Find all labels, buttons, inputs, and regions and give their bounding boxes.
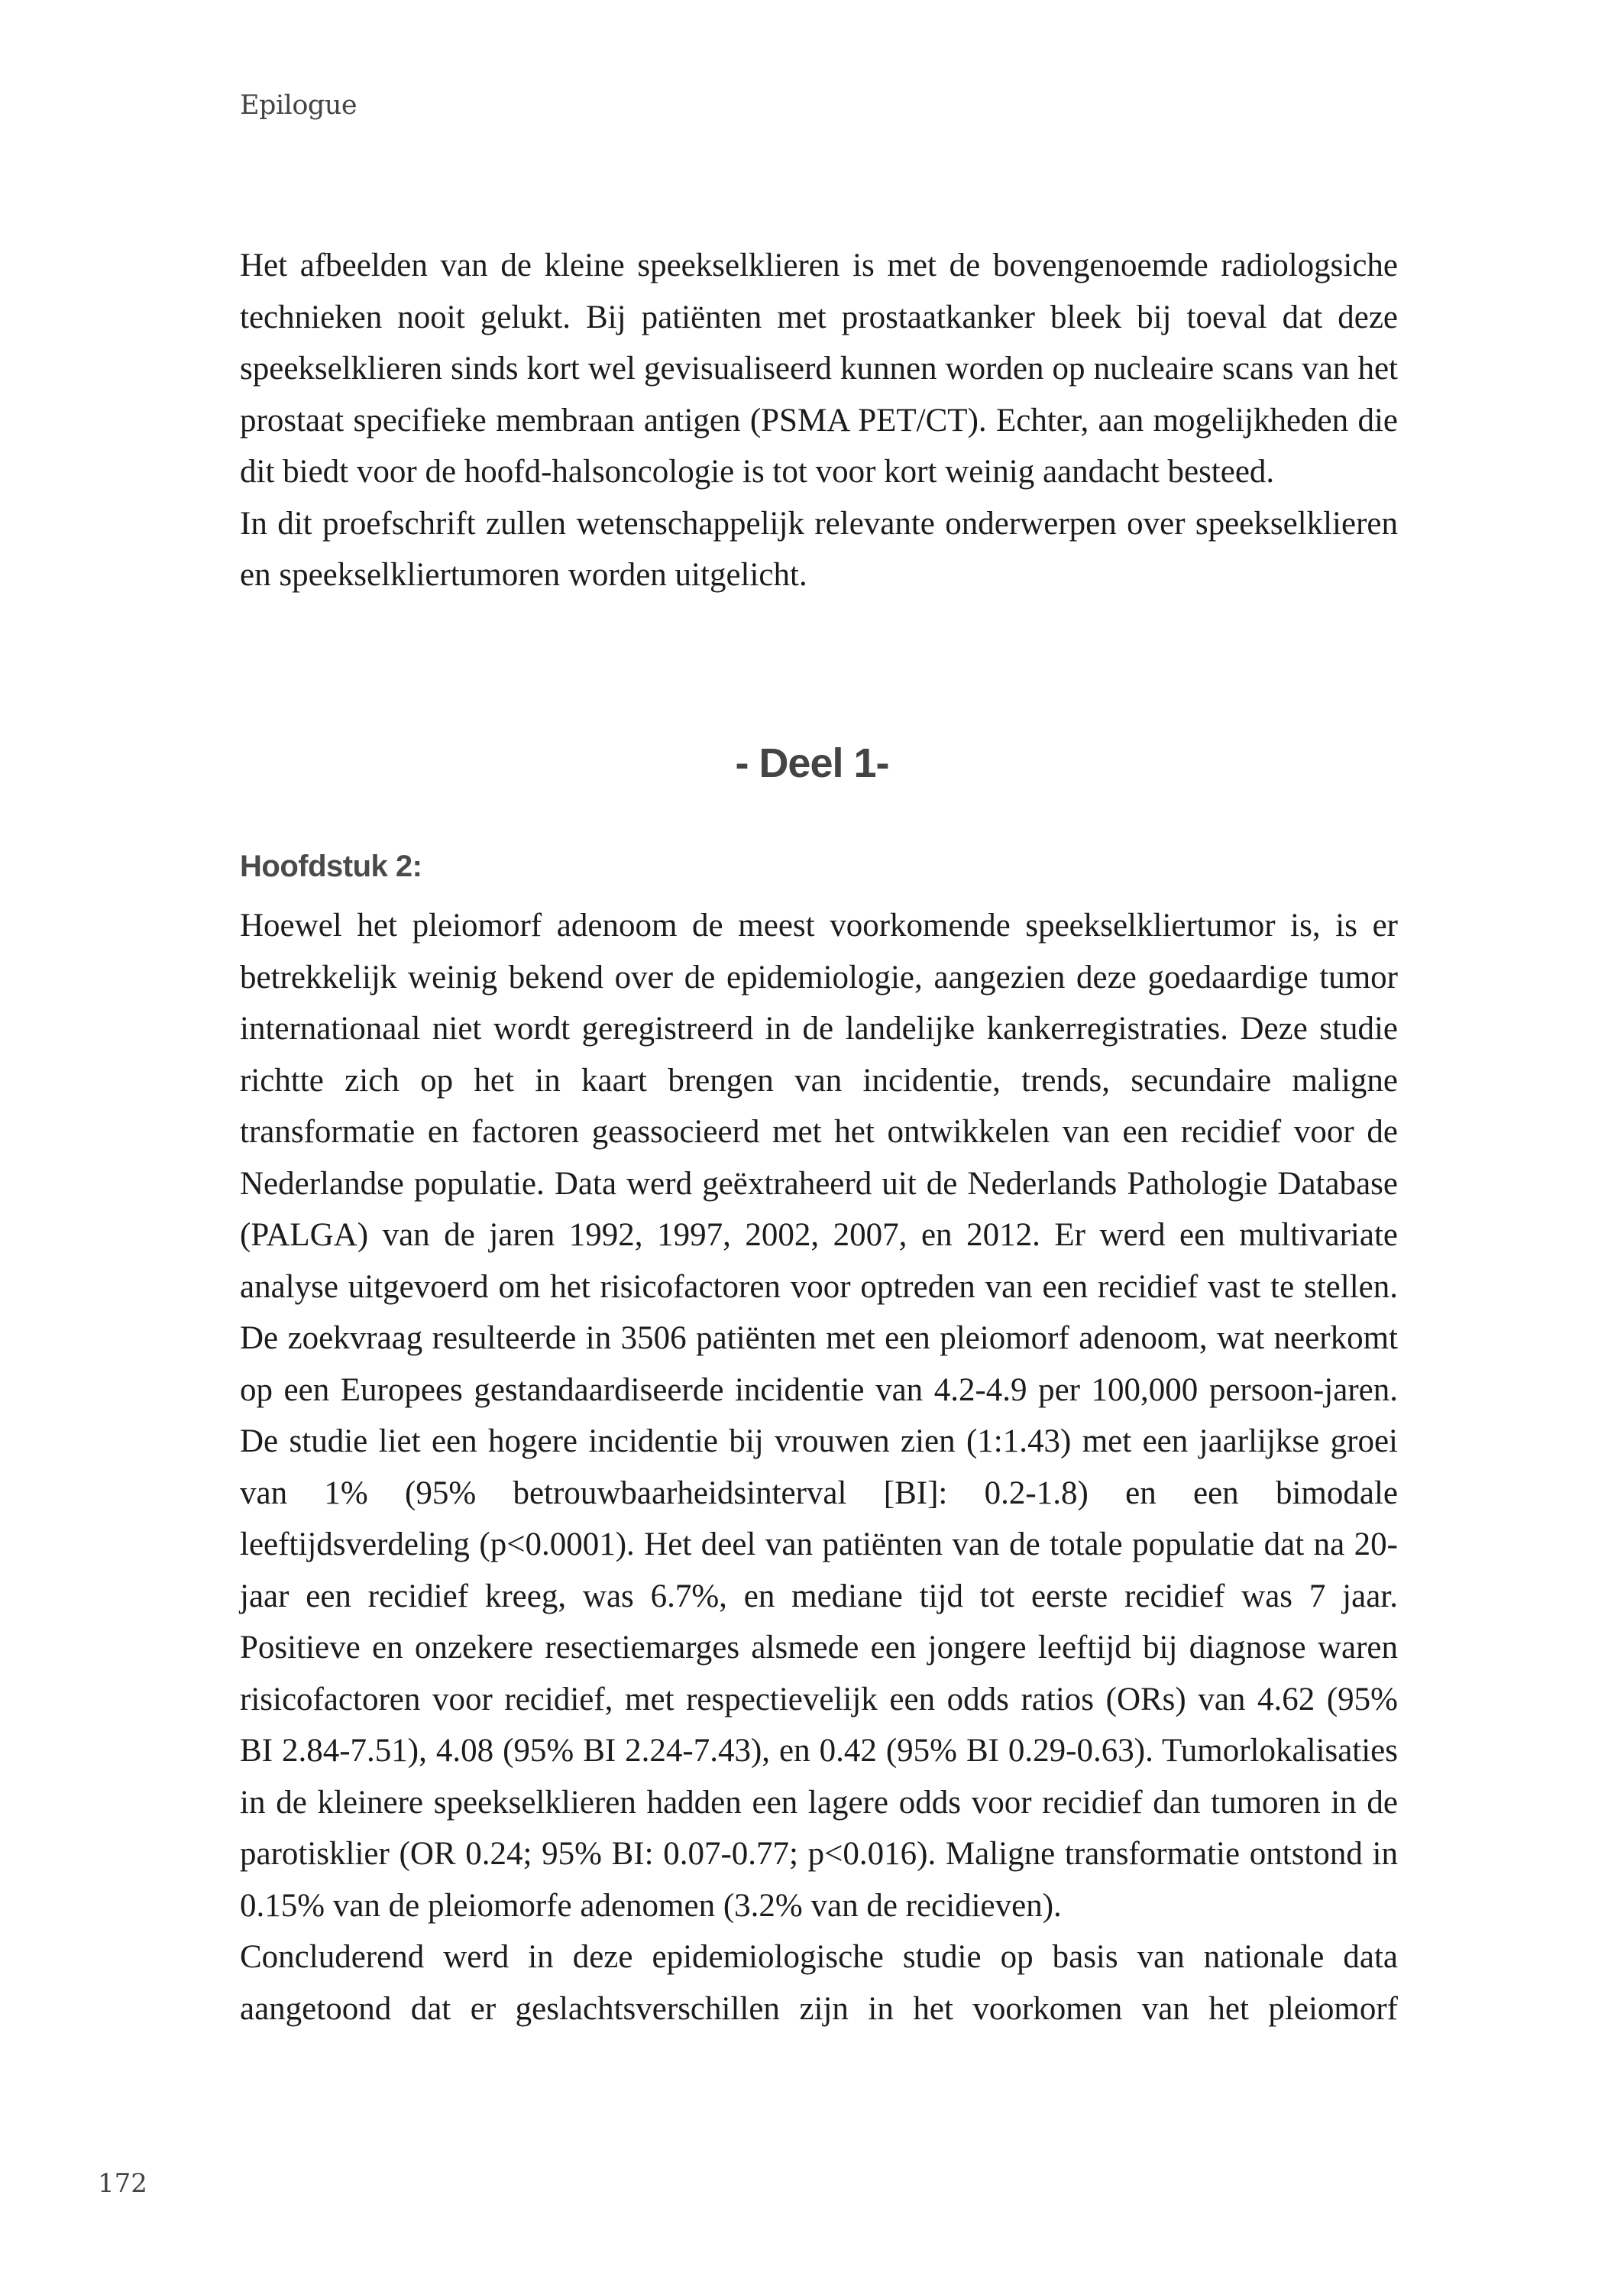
- page-number: 172: [98, 2168, 147, 2199]
- intro-paragraph: In dit proefschrift zullen wetenschappelijk relevante onderwerpen over speekselklieren en speekselkliertumoren worden uitgelicht.: [240, 505, 1398, 593]
- chapter-paragraph: Concluderend werd in deze epidemiologische studie op basis van nationale data aangetoond dat er geslachtsverschillen zijn in het voorkomen van het pleiomorf: [240, 1939, 1398, 2027]
- section-title: - Deel 1-: [735, 740, 889, 786]
- chapter-heading: Hoofdstuk 2:: [240, 850, 422, 883]
- intro-text-block: [240, 240, 1398, 601]
- intro-paragraph: Het afbeelden van de kleine speekselklieren is met de bovengenoemde radiologsiche technieken nooit gelukt. Bij patiënten met prostaatkanker bleek bij toeval dat deze speekselklieren sinds kort wel gevisualiseerd kunnen worden op nucleaire scans van het prostaat specifieke membraan antigen (PSMA PET/CT). Echter, aan mogelijkheden die dit biedt voor de hoofd-halsoncologie is tot voor kort weinig aandacht besteed.: [240, 248, 1398, 490]
- chapter-paragraph: Hoewel het pleiomorf adenoom de meest voorkomende speekselkliertumor is, is er betrekkelijk weinig bekend over de epidemiologie, aangezien deze goedaardige tumor internationaal niet wordt geregistreerd in de landelijke kankerregistraties. Deze studie richtte zich op het in kaart brengen van incidentie, trends, secundaire maligne transformatie en factoren geassocieerd met het ontwikkelen van een recidief voor de Nederlandse populatie. Data werd geëxtraheerd uit de Nederlands Pathologie Database (PALGA) van de jaren 1992, 1997, 2002, 2007, en 2012. Er werd een multivariate analyse uitgevoerd om het risicofactoren voor optreden van een recidief vast te stellen. De zoekvraag resulteerde in 3506 patiënten met een pleiomorf adenoom, wat neerkomt op een Europees gestandaardiseerde incidentie van 4.2-4.9 per 100,000 persoon-jaren. De studie liet een hogere incidentie bij vrouwen zien (1:1.43) met een jaarlijkse groei van 1% (95% betrouwbaarheidsinterval [BI]: 0.2-1.8) en een bimodale leeftijdsverdeling (p<0.0001). Het deel van patiënten van de totale populatie dat na 20-jaar een recidief kreeg, was 6.7%, en mediane tijd tot eerste recidief was 7 jaar. Positieve en onzekere resectiemarges alsmede een jongere leeftijd bij diagnose waren risicofactoren voor recidief, met respectievelijk een odds ratios (ORs) van 4.62 (95% BI 2.84-7.51), 4.08 (95% BI 2.24-7.43), en 0.42 (95% BI 0.29-0.63). Tumorlokalisaties in de kleinere speekselklieren hadden een lagere odds voor recidief dan tumoren in de parotisklier (OR 0.24; 95% BI: 0.07-0.77; p<0.016). Maligne transformatie ontstond in 0.15% van de pleiomorfe adenomen (3.2% van de recidieven).: [240, 908, 1398, 1924]
- running-head-title: Epilogue: [240, 90, 357, 121]
- chapter-text-block: [240, 900, 1398, 2035]
